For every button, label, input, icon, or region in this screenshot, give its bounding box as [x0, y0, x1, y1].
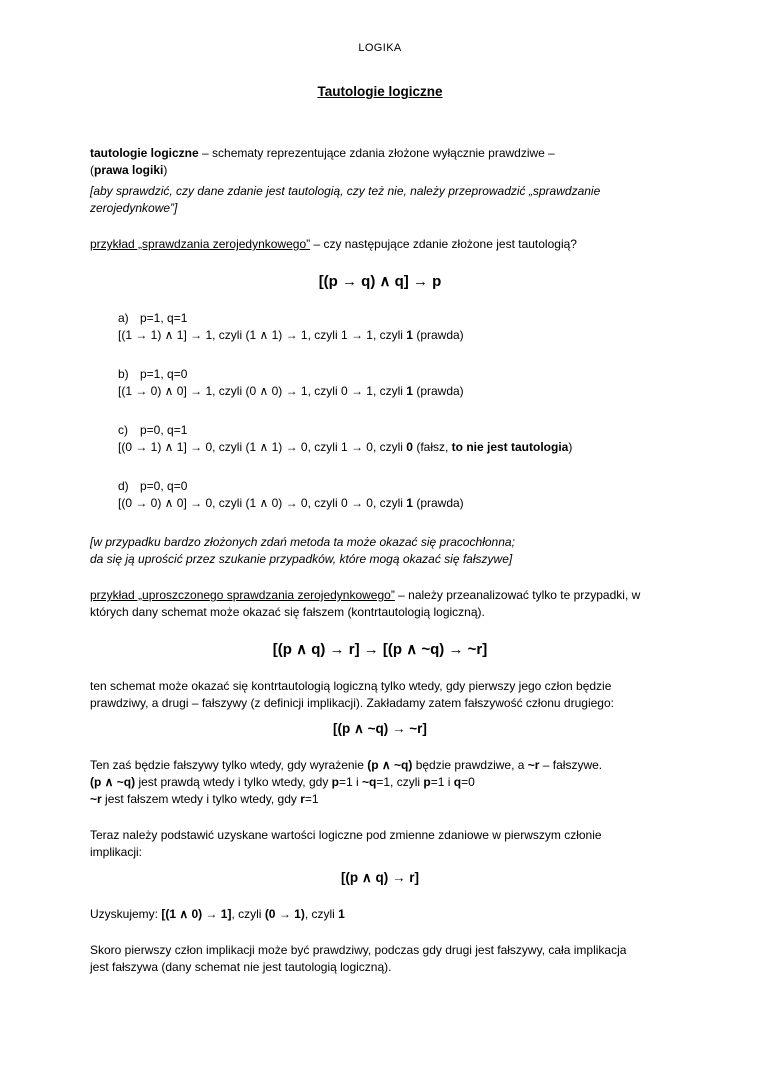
case-item-evaluation [118, 439, 670, 456]
bold-text: p [331, 775, 339, 789]
document-header: LOGIKA [358, 42, 402, 54]
case-item [118, 366, 670, 400]
case-item-label: d) [118, 479, 129, 493]
text-run: [(0 → 0) ∧ 0] → 0, czyli (1 ∧ 0) → 0, czyli 0 → 0, czyli [118, 496, 407, 510]
text-run: – czy następujące zdanie złożone jest tautologią? [310, 237, 577, 251]
bold-text: q [453, 775, 462, 789]
text-run: Ten zaś będzie fałszywy tylko wtedy, gdy wyrażenie [90, 758, 368, 772]
text-run: =1 i [339, 775, 363, 789]
italic-text: [w przypadku bardzo złożonych zdań metoda ta może okazać się pracochłonna; [90, 535, 515, 549]
logic-formula [90, 719, 670, 739]
paragraph [90, 183, 670, 217]
bold-text: ~q [362, 775, 377, 789]
bold-text: 1 [406, 496, 413, 510]
case-item-evaluation [118, 383, 670, 400]
text-run: Teraz należy podstawić uzyskane wartości logiczne pod zmienne zdaniowe w pierwszym członie [90, 828, 602, 842]
case-item-header [118, 422, 670, 439]
text-run: – należy przeanalizować tylko te przypadki, w [394, 588, 641, 602]
bold-text: tautologie logiczne [90, 146, 199, 160]
paragraph [90, 757, 670, 808]
text-run: będzie prawdziwe, a [412, 758, 528, 772]
bold-text: 1 [406, 384, 413, 398]
case-item-assignment: p=0, q=1 [140, 423, 188, 437]
italic-text: da się ją uprościć przez szukanie przypadków, które mogą okazać się fałszywe] [90, 552, 513, 566]
bold-text: (p ∧ ~q) [90, 775, 136, 789]
text-run: , czyli [304, 907, 339, 921]
bold-text: [(1 ∧ 0) → 1] [161, 907, 232, 921]
bold-text: to nie jest tautologia [451, 440, 569, 454]
formula-text: [(p ∧ q) → r] [340, 870, 420, 885]
bold-text: 0 [406, 440, 413, 454]
case-item-label: a) [118, 311, 129, 325]
text-run: Uzyskujemy: [90, 907, 162, 921]
bold-text: ~r [527, 758, 540, 772]
case-item-assignment: p=1, q=0 [140, 367, 188, 381]
italic-text: [aby sprawdzić, czy dane zdanie jest tautologią, czy też nie, należy przeprowadzić „sprawdzanie [90, 184, 601, 198]
text-run: Skoro pierwszy człon implikacji może być prawdziwy, podczas gdy drugi jest fałszywy, cała implikacja [90, 943, 627, 957]
text-run: [(1 → 1) ∧ 1] → 1, czyli (1 ∧ 1) → 1, czyli 1 → 1, czyli [118, 328, 407, 342]
text-run: jest prawdą wtedy i tylko wtedy, gdy [135, 775, 332, 789]
italic-text: zerojedynkowe”] [90, 201, 178, 215]
case-item-assignment: p=0, q=0 [140, 479, 188, 493]
text-run: ) [163, 163, 168, 177]
document-title [90, 84, 670, 99]
text-run: jest fałszywa (dany schemat nie jest tautologią logiczną). [90, 960, 392, 974]
text-run: prawdziwy, a drugi – fałszywy (z definicji implikacji). Zakładamy zatem fałszywość członu drugiego: [90, 696, 614, 710]
text-run: – schematy reprezentujące zdania złożone wyłącznie prawdziwe – [198, 146, 555, 160]
case-item-header [118, 310, 670, 327]
paragraph [90, 906, 670, 923]
paragraph [90, 942, 670, 976]
text-run: , czyli [231, 907, 265, 921]
text-run: (prawda) [412, 328, 464, 342]
bold-text: r [300, 792, 305, 806]
logic-formula [90, 868, 670, 888]
paragraph [90, 678, 670, 712]
text-run: których dany schemat może okazać się fałszem (kontrtautologią logiczną). [90, 605, 485, 619]
case-item-label: c) [118, 423, 128, 437]
logic-formula [90, 272, 670, 292]
text-run: =1 [304, 792, 319, 806]
text-run: ( [90, 163, 94, 177]
bold-text: 1 [406, 328, 413, 342]
formula-text: [(p ∧ q) → r] → [(p ∧ ~q) → ~r] [272, 641, 488, 658]
document-body [90, 145, 670, 976]
paragraph [90, 827, 670, 861]
text-run: =1, czyli [376, 775, 424, 789]
case-item [118, 478, 670, 512]
case-item [118, 310, 670, 344]
case-item-assignment: p=1, q=1 [140, 311, 188, 325]
bold-text: prawa logiki [94, 163, 164, 177]
text-run: ) [568, 440, 573, 454]
paragraph [90, 236, 670, 253]
bold-text: 1 [338, 907, 345, 921]
case-item-header [118, 366, 670, 383]
formula-text: [(p → q) ∧ q] → p [318, 273, 442, 290]
logic-formula [90, 640, 670, 660]
text-run: [(0 → 1) ∧ 1] → 0, czyli (1 ∧ 1) → 0, czyli 1 → 0, czyli [118, 440, 407, 454]
document-title-text: Tautologie logiczne [317, 84, 443, 99]
bold-text: (0 → 1) [264, 907, 305, 921]
case-item-evaluation [118, 327, 670, 344]
text-run: (fałsz, [412, 440, 452, 454]
bold-text: p [423, 775, 431, 789]
underlined-text: przykład „sprawdzania zerojedynkowego” [90, 237, 311, 251]
paragraph [90, 145, 670, 179]
bold-text: ~r [90, 792, 102, 806]
case-item [118, 422, 670, 456]
underlined-text: przykład „uproszczonego sprawdzania zerojedynkowego” [90, 588, 395, 602]
text-run: jest fałszem wtedy i tylko wtedy, gdy [101, 792, 301, 806]
case-item-label: b) [118, 367, 129, 381]
text-run: ten schemat może okazać się kontrtautologią logiczną tylko wtedy, gdy pierwszy jego człon będzie [90, 679, 612, 693]
bold-text: (p ∧ ~q) [367, 758, 413, 772]
text-run: [(1 → 0) ∧ 0] → 1, czyli (0 ∧ 0) → 1, czyli 0 → 1, czyli [118, 384, 407, 398]
formula-text: [(p ∧ ~q) → ~r] [333, 721, 427, 736]
text-run: (prawda) [412, 496, 464, 510]
paragraph [90, 587, 670, 621]
paragraph [90, 534, 670, 568]
text-run: =1 i [430, 775, 454, 789]
text-run: – fałszywe. [539, 758, 603, 772]
text-run: =0 [461, 775, 475, 789]
text-run: (prawda) [412, 384, 464, 398]
case-item-header [118, 478, 670, 495]
text-run: implikacji: [90, 845, 143, 859]
case-item-evaluation [118, 495, 670, 512]
